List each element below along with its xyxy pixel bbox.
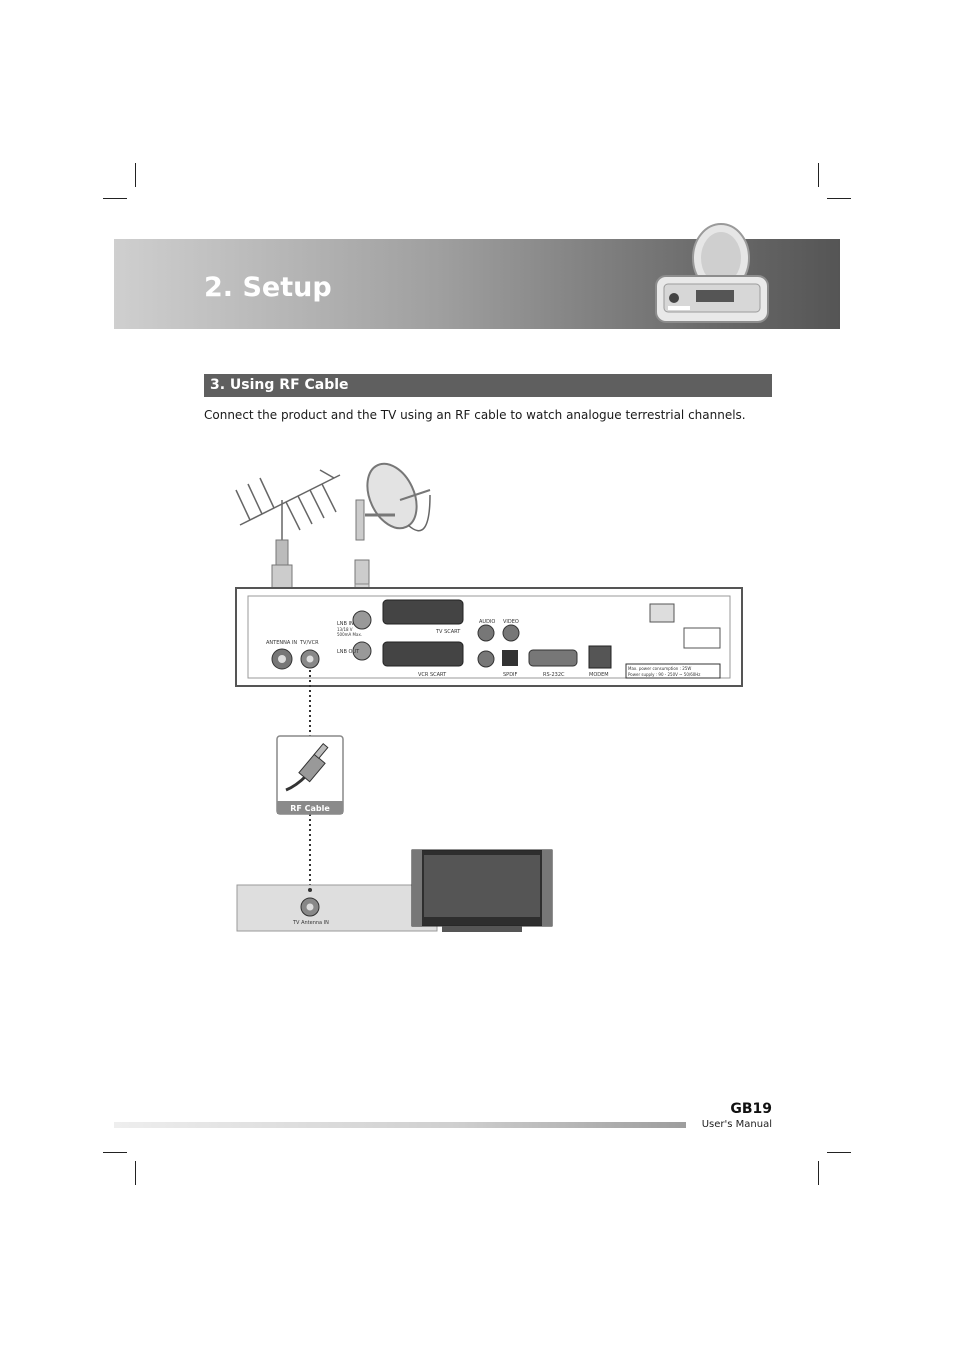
label-lnb-in: LNB IN <box>337 621 354 627</box>
satellite-dish-icon <box>356 456 430 540</box>
rf-cable-callout <box>277 736 343 814</box>
label-lnb-out: LNB OUT <box>337 649 360 655</box>
label-antenna-in: ANTENNA IN <box>266 640 298 646</box>
label-audio: AUDIO <box>479 619 496 625</box>
label-vcr-scart: VCR SCART <box>418 672 447 678</box>
label-rf-cable: RF Cable <box>290 804 330 813</box>
page-code: GB19 <box>730 1101 772 1117</box>
tv-input-panel <box>237 885 437 931</box>
label-spdif: SPDIF <box>503 672 518 678</box>
label-lnb-spec: 13/18 V <box>337 627 353 632</box>
chapter-title: 2. Setup <box>204 272 332 303</box>
label-modem: MODEM <box>589 672 609 678</box>
label-tv-scart: TV SCART <box>436 629 461 635</box>
label-power-consumption: Max. power consumption : 25W <box>628 666 692 671</box>
label-power-supply: Power supply : 90 - 250V ~ 50/60Hz <box>628 672 701 677</box>
label-rs232c: RS-232C <box>543 672 565 678</box>
manual-label: User's Manual <box>701 1119 772 1130</box>
label-tv-vcr: TV/VCR <box>300 640 319 646</box>
label-lnb-current: 500mA Max. <box>337 632 363 637</box>
label-video: VIDEO <box>503 619 519 625</box>
label-tv-antenna-in: TV Antenna IN <box>293 920 329 926</box>
intro-text: Connect the product and the TV using an RF cable to watch analogue terrestrial channels. <box>204 408 746 422</box>
television-icon <box>412 850 552 932</box>
footer-gradient-bar <box>114 1122 686 1128</box>
section-title: 3. Using RF Cable <box>210 377 349 393</box>
